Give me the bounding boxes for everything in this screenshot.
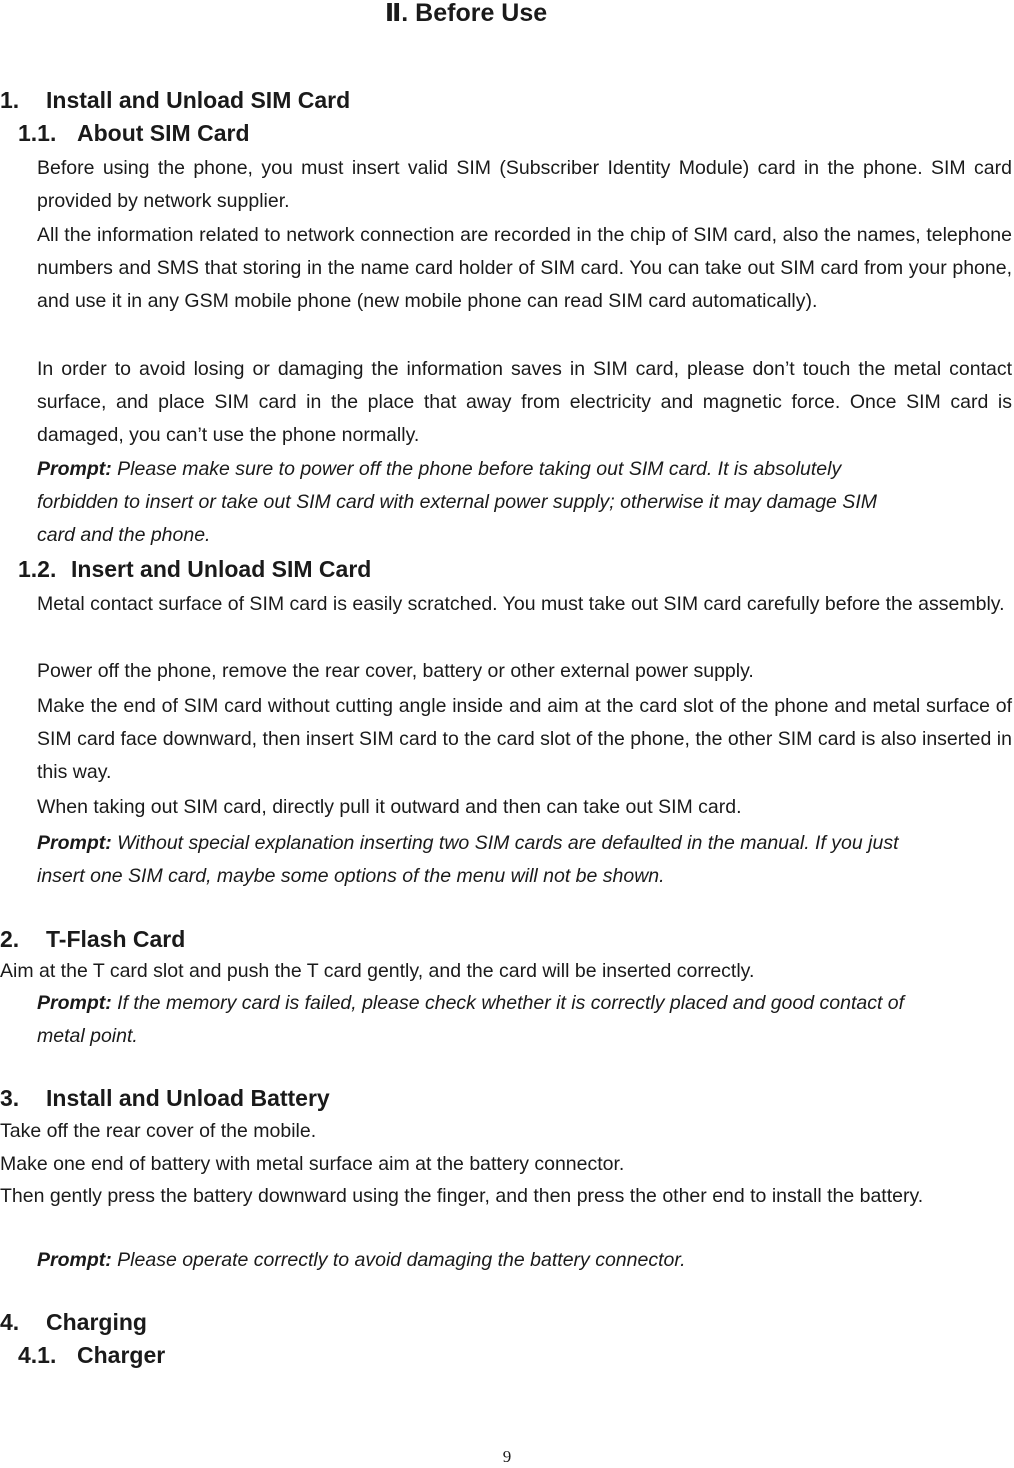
section-title: Charging: [46, 1309, 147, 1335]
prompt-note: [37, 827, 1012, 893]
prompt-label: Prompt:: [37, 458, 112, 480]
subsection-number: 1.2.: [18, 556, 57, 582]
subsection-title: Insert and Unload SIM Card: [71, 556, 372, 582]
paragraph: Make the end of SIM card without cutting angle inside and aim at the card slot of the phone and metal surface of SIM card face downward, then insert SIM card to the card slot of the phone, the other SIM card is also inserted in this way.: [37, 695, 1012, 783]
paragraph: Make one end of battery with metal surface aim at the battery connector.: [0, 1153, 625, 1175]
section-4-1-heading: [18, 1341, 165, 1369]
prompt-text: metal point.: [37, 1025, 138, 1047]
section-2-heading: [0, 925, 185, 953]
section-3-heading: [0, 1084, 330, 1112]
section-number: 3.: [0, 1085, 20, 1111]
paragraph: Then gently press the battery downward using the finger, and then press the other end to install the battery.: [0, 1185, 924, 1207]
section-1-1-heading: [18, 119, 250, 147]
section-number: 4.: [0, 1309, 20, 1335]
prompt-note: [37, 453, 1012, 552]
section-1-2-heading: [18, 555, 371, 583]
paragraph: Metal contact surface of SIM card is easily scratched. You must take out SIM card carefully before the assembly.: [37, 593, 1005, 615]
paragraph: Aim at the T card slot and push the T card gently, and the card will be inserted correctly.: [0, 960, 755, 982]
prompt-text: card and the phone.: [37, 524, 211, 546]
paragraph: Take off the rear cover of the mobile.: [0, 1120, 317, 1142]
paragraph: Before using the phone, you must insert valid SIM (Subscriber Identity Module) card in the phone. SIM card provided by network supplier.: [37, 157, 1012, 212]
prompt-text: Without special explanation inserting two SIM cards are defaulted in the manual. If you just: [111, 832, 899, 854]
prompt-label: Prompt:: [37, 1249, 112, 1271]
prompt-text: Please operate correctly to avoid damaging the battery connector.: [111, 1249, 686, 1271]
prompt-text: forbidden to insert or take out SIM card with external power supply; otherwise it may damage SIM: [37, 491, 877, 513]
prompt-label: Prompt:: [37, 992, 112, 1014]
prompt-text: If the memory card is failed, please check whether it is correctly placed and good contact of: [111, 992, 905, 1014]
section-number: 2.: [0, 926, 20, 952]
page-title: Ⅱ. Before Use: [384, 0, 548, 27]
section-title: T-Flash Card: [46, 926, 186, 952]
page-number: 9: [502, 1447, 512, 1466]
paragraph: All the information related to network connection are recorded in the chip of SIM card, also the names, telephone numbers and SMS that storing in the name card holder of SIM card. You can take out SIM card from your phone, and use it in any GSM mobile phone (new mobile phone can read SIM card automatically).: [37, 224, 1012, 312]
prompt-label: Prompt:: [37, 832, 112, 854]
prompt-note: [37, 1244, 1012, 1277]
prompt-text: insert one SIM card, maybe some options of the menu will not be shown.: [37, 865, 665, 887]
section-title: Install and Unload Battery: [46, 1085, 330, 1111]
prompt-note: [37, 987, 1012, 1053]
subsection-title: Charger: [77, 1342, 166, 1368]
prompt-text: Please make sure to power off the phone before taking out SIM card. It is absolutely: [111, 458, 842, 480]
section-title: Install and Unload SIM Card: [46, 87, 351, 113]
paragraph: In order to avoid losing or damaging the information saves in SIM card, please don’t touch the metal contact surface, and place SIM card in the place that away from electricity and magnetic force. Once SIM card is damaged, you can’t use the phone normally.: [37, 358, 1012, 446]
section-4-heading: [0, 1308, 147, 1336]
paragraph: Power off the phone, remove the rear cover, battery or other external power supply.: [37, 660, 754, 682]
subsection-title: About SIM Card: [77, 120, 250, 146]
subsection-number: 4.1.: [18, 1342, 57, 1368]
section-number: 1.: [0, 87, 20, 113]
subsection-number: 1.1.: [18, 120, 57, 146]
section-1-heading: [0, 86, 350, 114]
paragraph: When taking out SIM card, directly pull it outward and then can take out SIM card.: [37, 796, 742, 818]
